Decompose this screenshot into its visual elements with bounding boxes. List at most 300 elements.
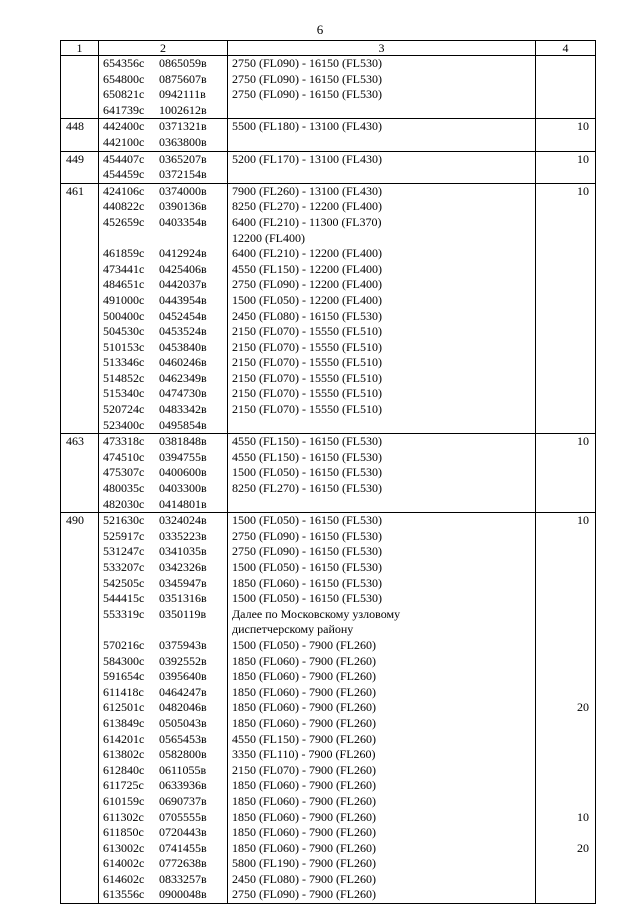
point-line (103, 167, 227, 183)
latitude: 650821с (103, 87, 145, 102)
level-line: 4550 (FL150) - 16150 (FL530) (232, 449, 382, 464)
point-line (103, 119, 227, 135)
longitude: 0412924в (159, 246, 207, 261)
level-line: 6400 (FL210) - 11300 (FL370) (232, 214, 382, 229)
row-number-cell (61, 183, 99, 434)
col4-value (536, 293, 589, 309)
col4-value (536, 167, 589, 183)
longitude: 0365207в (159, 151, 207, 166)
table-row (61, 119, 596, 151)
latitude: 521630с (103, 513, 145, 528)
latitude: 475307с (103, 465, 145, 480)
latitude: 570216с (103, 637, 145, 652)
col4-value (536, 418, 589, 434)
col4-value (536, 763, 589, 779)
levels-cell (228, 56, 536, 119)
point-line (103, 402, 227, 418)
longitude: 0342326в (159, 560, 207, 574)
point-line (103, 434, 227, 450)
col4-value (536, 732, 589, 748)
longitude: 0403354в (159, 214, 207, 229)
point-line (103, 763, 227, 779)
col4-value: 10 (577, 513, 589, 528)
longitude: 0464247в (159, 684, 207, 699)
latitude: 531247с (103, 544, 145, 559)
col4-value (536, 371, 589, 387)
col4-value (536, 622, 589, 638)
col4-cell (536, 183, 596, 434)
longitude: 0335223в (159, 528, 207, 543)
latitude: 610159с (103, 793, 145, 808)
col4-value (536, 576, 589, 592)
longitude: 0363800в (159, 134, 207, 149)
longitude: 1002612в (159, 102, 207, 117)
point-line (103, 872, 227, 888)
latitude: 611850с (103, 825, 144, 840)
longitude: 0462349в (159, 370, 207, 385)
level-line: 1850 (FL060) - 7900 (FL260) (232, 809, 376, 824)
latitude: 491000с (103, 292, 145, 307)
longitude: 0394755в (159, 449, 207, 464)
longitude: 0942111в (159, 87, 206, 102)
row-number: 490 (66, 513, 84, 528)
points-cell (99, 151, 228, 183)
points-cell (99, 434, 228, 513)
point-line (103, 591, 227, 607)
longitude: 0345947в (159, 575, 207, 590)
longitude: 0350119в (159, 606, 207, 621)
point-line (103, 309, 227, 325)
level-line: 2150 (FL070) - 15550 (FL510) (232, 324, 382, 339)
col4-value (536, 309, 589, 325)
col4-value (536, 231, 589, 247)
level-line: 2450 (FL080) - 7900 (FL260) (232, 871, 376, 886)
longitude: 0865059в (159, 56, 207, 70)
col4-value (536, 402, 589, 418)
col4-value (536, 607, 589, 623)
point-line (103, 355, 227, 371)
col4-cell (536, 56, 596, 119)
longitude: 0741455в (159, 840, 207, 855)
point-line (103, 56, 227, 72)
latitude: 614602с (103, 871, 145, 886)
col4-cell (536, 434, 596, 513)
longitude: 0833257в (159, 871, 207, 886)
column-header-2: 2 (99, 41, 228, 56)
longitude: 0452454в (159, 308, 207, 323)
table-row (61, 183, 596, 434)
level-line: 2750 (FL090) - 16150 (FL530) (232, 87, 382, 102)
point-line (103, 135, 227, 151)
level-line: 3350 (FL110) - 7900 (FL260) (232, 747, 376, 762)
col4-cell (536, 513, 596, 904)
points-cell (99, 119, 228, 151)
level-line: 6400 (FL210) - 12200 (FL400) (232, 246, 382, 261)
col4-value: 10 (577, 809, 589, 824)
level-line: 2150 (FL070) - 15550 (FL510) (232, 386, 382, 401)
level-line: 1500 (FL050) - 16150 (FL530) (232, 591, 382, 606)
longitude: 0371321в (159, 119, 207, 134)
col4-value (536, 56, 589, 72)
latitude: 500400с (103, 308, 145, 323)
longitude: 0453524в (159, 324, 207, 339)
point-line (103, 685, 227, 701)
longitude: 0381848в (159, 434, 207, 449)
col4-value: 10 (577, 183, 589, 198)
point-line (103, 418, 227, 434)
latitude: 641739с (103, 102, 145, 117)
level-line: 4550 (FL150) - 16150 (FL530) (232, 434, 382, 449)
latitude: 424106с (103, 183, 145, 198)
column-header-3: 3 (228, 41, 536, 56)
level-line: 1500 (FL050) - 12200 (FL400) (232, 292, 382, 307)
col4-value (536, 654, 589, 670)
latitude: 514852с (103, 370, 145, 385)
level-line: 1850 (FL060) - 7900 (FL260) (232, 825, 376, 840)
latitude: 510153с (103, 339, 145, 354)
longitude: 0351316в (159, 591, 207, 606)
point-line (103, 72, 227, 88)
latitude: 613002с (103, 840, 145, 855)
level-line: 2750 (FL090) - 16150 (FL530) (232, 56, 382, 70)
col4-value (536, 560, 589, 576)
longitude: 0460246в (159, 355, 207, 370)
levels-cell (228, 513, 536, 904)
level-line: 1850 (FL060) - 16150 (FL530) (232, 575, 382, 590)
point-line (103, 513, 227, 529)
longitude: 0611055в (159, 762, 207, 777)
level-line (232, 418, 535, 434)
col4-value: 10 (577, 151, 589, 166)
point-line (103, 386, 227, 402)
point-line (103, 481, 227, 497)
point-line (103, 450, 227, 466)
point-line (103, 700, 227, 716)
latitude: 523400с (103, 417, 145, 432)
level-line (232, 103, 535, 119)
col4-value (536, 481, 589, 497)
latitude: 473441с (103, 261, 145, 276)
longitude: 0443954в (159, 292, 207, 307)
column-header-4: 4 (536, 41, 596, 56)
latitude: 614002с (103, 856, 145, 871)
longitude: 0341035в (159, 544, 207, 559)
point-line (103, 544, 227, 560)
levels-cell (228, 119, 536, 151)
level-line: 1850 (FL060) - 7900 (FL260) (232, 778, 376, 793)
row-number-cell (61, 513, 99, 904)
level-line: 2150 (FL070) - 15550 (FL510) (232, 339, 382, 354)
col4-value (536, 529, 589, 545)
col4-value (536, 794, 589, 810)
longitude: 0875607в (159, 71, 207, 86)
longitude: 0442037в (159, 277, 207, 292)
point-line (103, 87, 227, 103)
col4-value (536, 215, 589, 231)
point-line (103, 262, 227, 278)
longitude: 0720443в (159, 825, 207, 840)
col4-value (536, 747, 589, 763)
latitude: 513346с (103, 355, 145, 370)
level-line: 2750 (FL090) - 16150 (FL530) (232, 544, 382, 559)
level-line: 1850 (FL060) - 7900 (FL260) (232, 715, 376, 730)
row-number-cell (61, 119, 99, 151)
latitude: 553319с (103, 606, 145, 621)
level-line: диспетчерскому району (232, 622, 354, 637)
longitude: 0453840в (159, 339, 207, 354)
point-line (103, 810, 227, 826)
longitude: 0392552в (159, 653, 207, 668)
level-line: 2150 (FL070) - 7900 (FL260) (232, 762, 376, 777)
latitude: 504530с (103, 324, 145, 339)
col4-value (536, 103, 589, 119)
latitude: 454407с (103, 151, 145, 166)
latitude: 520724с (103, 402, 145, 417)
point-line (103, 576, 227, 592)
point-line (103, 103, 227, 119)
point-line (103, 497, 227, 513)
latitude: 473318с (103, 434, 145, 449)
point-line (103, 607, 227, 623)
col4-value (536, 450, 589, 466)
level-line (232, 167, 535, 183)
point-line (103, 529, 227, 545)
longitude: 0565453в (159, 731, 207, 746)
longitude: 0495854в (159, 417, 207, 432)
col4-value (536, 887, 589, 903)
col4-value (536, 340, 589, 356)
latitude: 515340с (103, 386, 145, 401)
latitude: 533207с (103, 560, 145, 574)
row-number-cell (61, 151, 99, 183)
longitude: 0390136в (159, 199, 207, 214)
longitude: 0474730в (159, 386, 207, 401)
latitude: 482030с (103, 496, 145, 511)
table-row (61, 513, 596, 904)
col4-value (536, 135, 589, 151)
col4-value (536, 386, 589, 402)
col4-value (536, 778, 589, 794)
level-line: 8250 (FL270) - 16150 (FL530) (232, 481, 382, 496)
level-line: 1850 (FL060) - 7900 (FL260) (232, 700, 376, 715)
level-line: 1500 (FL050) - 16150 (FL530) (232, 513, 382, 528)
level-line: 4550 (FL150) - 7900 (FL260) (232, 731, 376, 746)
col4-value: 10 (577, 434, 589, 449)
level-line: 2750 (FL090) - 16150 (FL530) (232, 528, 382, 543)
row-number: 448 (66, 119, 84, 134)
level-line: 5200 (FL170) - 13100 (FL430) (232, 151, 382, 166)
longitude: 0375943в (159, 637, 207, 652)
latitude: 442100с (103, 134, 145, 149)
longitude: 0900048в (159, 887, 207, 902)
latitude: 542505с (103, 575, 145, 590)
level-line: 2150 (FL070) - 15550 (FL510) (232, 355, 382, 370)
point-line (103, 293, 227, 309)
col4-value (536, 355, 589, 371)
point-line (103, 794, 227, 810)
point-line (103, 199, 227, 215)
longitude: 0505043в (159, 715, 207, 730)
latitude: 544415с (103, 591, 145, 606)
longitude: 0633936в (159, 778, 207, 793)
longitude: 0425406в (159, 261, 207, 276)
level-line: 2150 (FL070) - 15550 (FL510) (232, 402, 382, 417)
levels-cell (228, 434, 536, 513)
level-line: 1850 (FL060) - 7900 (FL260) (232, 840, 376, 855)
point-line (103, 152, 227, 168)
longitude: 0705555в (159, 809, 207, 824)
col4-value (536, 591, 589, 607)
level-line: 2450 (FL080) - 16150 (FL530) (232, 308, 382, 323)
point-line (103, 856, 227, 872)
level-line: 7900 (FL260) - 13100 (FL430) (232, 183, 382, 198)
col4-value (536, 465, 589, 481)
latitude: 613802с (103, 747, 145, 762)
col4-value (536, 497, 589, 513)
column-header-1: 1 (61, 41, 99, 56)
longitude: 0414801в (159, 496, 207, 511)
longitude: 0582800в (159, 747, 207, 762)
latitude: 611725с (103, 778, 144, 793)
col4-value (536, 856, 589, 872)
level-line: 8250 (FL270) - 12200 (FL400) (232, 199, 382, 214)
points-cell (99, 183, 228, 434)
longitude: 0324024в (159, 513, 207, 528)
point-line (103, 778, 227, 794)
latitude: 613849с (103, 715, 145, 730)
latitude: 461859с (103, 246, 145, 261)
latitude: 440822с (103, 199, 145, 214)
col4-value (536, 262, 589, 278)
level-line: 4550 (FL150) - 12200 (FL400) (232, 261, 382, 276)
col4-value (536, 638, 589, 654)
row-number-cell (61, 434, 99, 513)
col4-cell (536, 151, 596, 183)
page-number: 6 (316, 22, 324, 37)
latitude: 480035с (103, 481, 145, 496)
col4-value (536, 872, 589, 888)
latitude: 584300с (103, 653, 145, 668)
col4-value (536, 669, 589, 685)
point-line (103, 324, 227, 340)
latitude: 612501с (103, 700, 145, 715)
header-row (61, 41, 596, 56)
point-line (103, 246, 227, 262)
latitude: 614201с (103, 731, 145, 746)
longitude: 0403300в (159, 481, 207, 496)
longitude: 0374000в (159, 183, 207, 198)
level-line: 2750 (FL090) - 12200 (FL400) (232, 277, 382, 292)
latitude: 525917с (103, 528, 145, 543)
longitude: 0690737в (159, 793, 207, 808)
col4-value: 10 (577, 119, 589, 134)
level-line: 2150 (FL070) - 15550 (FL510) (232, 370, 382, 385)
table-row (61, 56, 596, 119)
level-line: 1500 (FL050) - 16150 (FL530) (232, 465, 382, 480)
latitude: 654800с (103, 71, 145, 86)
point-line (103, 732, 227, 748)
level-line: 12200 (FL400) (232, 230, 305, 245)
latitude: 454459с (103, 167, 145, 182)
level-line: 1850 (FL060) - 7900 (FL260) (232, 684, 376, 699)
levels-cell (228, 151, 536, 183)
point-line (103, 825, 227, 841)
level-line: 1850 (FL060) - 7900 (FL260) (232, 793, 376, 808)
longitude: 0395640в (159, 669, 207, 684)
point-line (103, 184, 227, 200)
latitude: 591654с (103, 669, 145, 684)
latitude: 613556с (103, 887, 145, 902)
table-row (61, 151, 596, 183)
points-cell (99, 513, 228, 904)
row-number: 463 (66, 434, 84, 449)
col4-value (536, 685, 589, 701)
longitude: 0372154в (159, 167, 207, 182)
latitude: 612840с (103, 762, 145, 777)
level-line (232, 497, 535, 513)
level-line: 1500 (FL050) - 16150 (FL530) (232, 560, 382, 574)
table-row (61, 434, 596, 513)
point-line (103, 622, 227, 638)
longitude: 0772638в (159, 856, 207, 871)
level-line (232, 135, 535, 151)
col4-value: 20 (577, 700, 589, 715)
latitude: 442400с (103, 119, 145, 134)
row-number (66, 56, 98, 72)
col4-value (536, 199, 589, 215)
point-line (103, 465, 227, 481)
col4-value (536, 277, 589, 293)
level-line: 2750 (FL090) - 7900 (FL260) (232, 887, 376, 902)
point-line (103, 560, 227, 576)
longitude: 0400600в (159, 465, 207, 480)
point-line (103, 654, 227, 670)
point-line (103, 887, 227, 903)
levels-cell (228, 183, 536, 434)
level-line: 5500 (FL180) - 13100 (FL430) (232, 119, 382, 134)
latitude: 611418с (103, 684, 144, 699)
col4-value: 20 (577, 840, 589, 855)
level-line: 5800 (FL190) - 7900 (FL260) (232, 856, 376, 871)
table-body (61, 56, 596, 904)
point-line (103, 841, 227, 857)
airway-table (60, 40, 596, 904)
col4-cell (536, 119, 596, 151)
point-line (103, 340, 227, 356)
col4-value (536, 72, 589, 88)
latitude: 474510с (103, 449, 145, 464)
level-line: 1850 (FL060) - 7900 (FL260) (232, 669, 376, 684)
col4-value (536, 544, 589, 560)
latitude: 654356с (103, 56, 145, 70)
col4-value (536, 716, 589, 732)
col4-value (536, 246, 589, 262)
point-line (103, 231, 227, 247)
row-number-cell (61, 56, 99, 119)
longitude: 0482046в (159, 700, 207, 715)
point-line (103, 716, 227, 732)
point-line (103, 747, 227, 763)
level-line: Далее по Московскому узловому (232, 606, 401, 621)
latitude: 452659с (103, 214, 145, 229)
row-number: 449 (66, 151, 84, 166)
point-line (103, 669, 227, 685)
level-line: 2750 (FL090) - 16150 (FL530) (232, 71, 382, 86)
row-number: 461 (66, 183, 84, 198)
longitude: 0483342в (159, 402, 207, 417)
latitude: 484651с (103, 277, 145, 292)
point-line (103, 215, 227, 231)
